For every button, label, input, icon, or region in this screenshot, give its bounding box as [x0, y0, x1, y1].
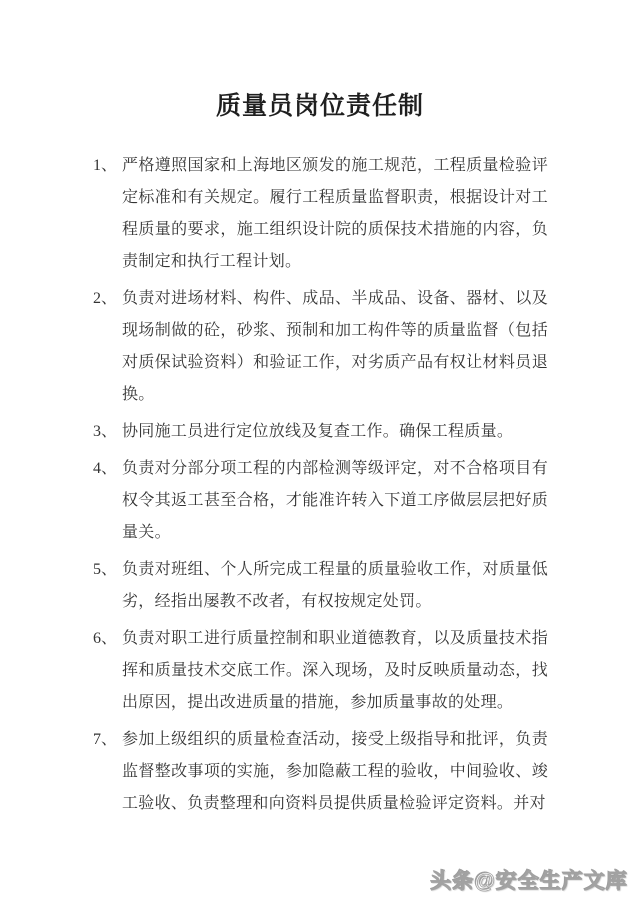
watermark: 头条@安全生产文库 [430, 870, 628, 893]
list-item [93, 453, 548, 549]
list-item-number: 3、 [93, 423, 118, 440]
list-item-text: 负责对班组、个人所完成工程量的质量验收工作，对质量低劣，经指出屡教不改者，有权按规定处罚。 [122, 561, 548, 610]
list-item-text: 负责对分部分项工程的内部检测等级评定，对不合格项目有权令其返工甚至合格，才能准许转入下道工序做层层把好质量关。 [122, 460, 548, 541]
list-item [93, 283, 548, 411]
list-item [93, 623, 548, 719]
list-item [93, 416, 548, 448]
list-item-text: 负责对职工进行质量控制和职业道德教育，以及质量技术指挥和质量技术交底工作。深入现场，及时反映质量动态，找出原因，提出改进质量的措施，参加质量事故的处理。 [122, 630, 548, 711]
list-item-number: 4、 [93, 460, 118, 477]
list-item [93, 150, 548, 278]
list-item-text: 负责对进场材料、构件、成品、半成品、设备、器材、以及现场制做的砼，砂浆、预制和加工构件等的质量监督（包括对质保试验资料）和验证工作，对劣质产品有权让材料员退换。 [122, 290, 548, 403]
list-item-text: 参加上级组织的质量检查活动，接受上级指导和批评，负责监督整改事项的实施，参加隐蔽工程的验收，中间验收、竣工验收、负责整理和向资料员提供质量检验评定资料。并对 [122, 731, 548, 812]
list-item-number: 7、 [93, 731, 118, 748]
page-title: 质量员岗位责任制 [215, 93, 424, 120]
list-item-number: 2、 [93, 290, 118, 307]
list-item-number: 5、 [93, 561, 118, 578]
list-item [93, 724, 548, 820]
list-item [93, 554, 548, 618]
list-item-number: 6、 [93, 630, 118, 647]
list-item-text: 严格遵照国家和上海地区颁发的施工规范，工程质量检验评定标准和有关规定。履行工程质量监督职责，根据设计对工程质量的要求，施工组织设计院的质保技术措施的内容，负责制定和执行工程计划。 [122, 157, 548, 270]
document-body [93, 150, 548, 820]
list-item-text: 协同施工员进行定位放线及复查工作。确保工程质量。 [122, 423, 514, 440]
list-item-number: 1、 [93, 157, 118, 174]
